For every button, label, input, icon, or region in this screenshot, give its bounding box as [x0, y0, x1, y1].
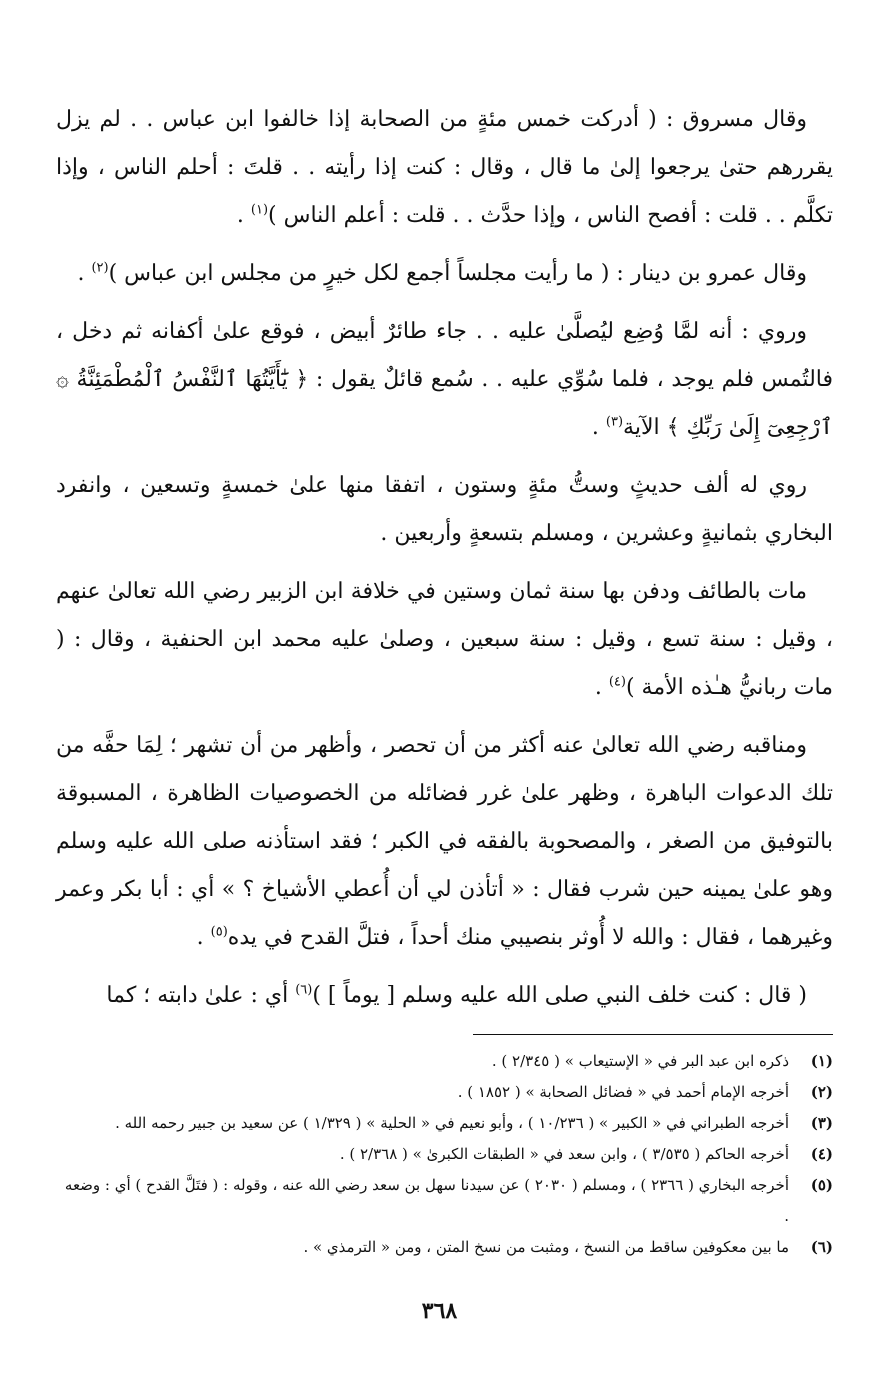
- footnote-marker[interactable]: (٢): [91, 260, 109, 276]
- footnote-marker[interactable]: (٦): [295, 982, 313, 998]
- footnote: [56, 1077, 833, 1108]
- footnote-marker[interactable]: (٣): [605, 414, 624, 430]
- footnote-text: أخرجه البخاري ( ٢٣٦٦ ) ، ومسلم ( ٢٠٣٠ ) عن سيدنا سهل بن سعد رضي الله عنه ، وقوله : ( فتَلَّ القدح ) أي : وضعه .: [64, 1176, 789, 1225]
- footnote: [56, 1170, 833, 1232]
- footnote-number: (٣): [810, 1114, 833, 1132]
- footnote-text: أخرجه الحاكم ( ٣/٥٣٥ ) ، وابن سعد في « الطبقات الكبرىٰ » ( ٢/٣٦٨ ) .: [339, 1145, 789, 1163]
- page-number: ٣٦٨: [421, 1298, 458, 1324]
- paragraph: مات بالطائف ودفن بها سنة ثمان وستين في خلافة ابن الزبير رضي الله تعالىٰ عنهم ، وقيل : سنة تسع ، وقيل : سنة سبعين ، وصلىٰ عليه محمد ابن الحنفية ، وقال : ( مات ربانيُّ هـٰذه الأمة )$^{(٤)}$ .: [56, 579, 833, 700]
- footnote: [56, 1232, 833, 1263]
- footnote-text: ذكره ابن عبد البر في « الإستيعاب » ( ٢/٣٤٥ ) .: [491, 1052, 789, 1070]
- paragraph: ( قال : كنت خلف النبي صلى الله عليه وسلم [ يوماً ] )$^{(٦)}$ أي : علىٰ دابته ؛ كما: [106, 982, 807, 1008]
- footnote-marker[interactable]: (١): [250, 202, 269, 218]
- footnote-divider: [473, 1034, 833, 1035]
- footnote-number: (٦): [810, 1238, 833, 1256]
- footnote-number: (٤): [810, 1145, 833, 1163]
- footnote: [56, 1108, 833, 1139]
- paragraph: وقال عمرو بن دينار : ( ما رأيت مجلساً أجمع لكل خيرٍ من مجلس ابن عباس )$^{(٢)}$ .: [77, 260, 807, 286]
- footnote-text: أخرجه الإمام أحمد في « فضائل الصحابة » ( ١٨٥٢ ) .: [457, 1083, 789, 1101]
- footnote-text: ما بين معكوفين ساقط من النسخ ، ومثبت من نسخ المتن ، ومن « الترمذي » .: [303, 1238, 789, 1256]
- footnote-number: (١): [810, 1052, 833, 1070]
- footnote: [56, 1139, 833, 1170]
- footnote-marker[interactable]: (٤): [608, 674, 626, 690]
- paragraph: وقال مسروق : ( أدركت خمس مئةٍ من الصحابة إذا خالفوا ابن عباس . . لم يزل يقررهم حتىٰ يرجعوا إلىٰ ما قال ، وقال : كنت إذا رأيته . . قلتَ : أحلم الناس ، وإذا تكلَّم . . قلت : أفصح الناس ، وإذا حدَّث . . قلت : أعلم الناس )$^{(١)}$ .: [56, 107, 833, 228]
- footnote-number: (٥): [810, 1176, 833, 1194]
- footnote-marker[interactable]: (٥): [210, 924, 228, 940]
- paragraph: وروي : أنه لمَّا وُضِع ليُصلَّىٰ عليه . . جاء طائرٌ أبيض ، فوقع علىٰ أكفانه ثم دخل ، فالتُمس فلم يوجد ، فلما سُوِّي عليه . . سُمع قائلٌ يقول : ﴿ يَٰٓأَيَّتُهَا ٱلنَّفْسُ ٱلْمُطْمَئِنَّةُ ۞ ٱرْجِعِىٓ إِلَىٰ رَبِّكِ ﴾ الآية$^{(٣)}$ .: [56, 319, 833, 440]
- paragraph: روي له ألف حديثٍ وستُّ مئةٍ وستون ، اتفقا منها علىٰ خمسةٍ وتسعين ، وانفرد البخاري بثمانيةٍ وعشرين ، ومسلم بتسعةٍ وأربعين .: [56, 473, 833, 546]
- footnote-number: (٢): [810, 1083, 833, 1101]
- footnote: [56, 1046, 833, 1077]
- footnotes: [56, 1046, 833, 1263]
- footnote-text: أخرجه الطبراني في « الكبير » ( ١٠/٢٣٦ ) ، وأبو نعيم في « الحلية » ( ١/٣٢٩ ) عن سعيد بن جبير رحمه الله .: [115, 1114, 789, 1132]
- paragraph: ومناقبه رضي الله تعالىٰ عنه أكثر من أن تحصر ، وأظهر من أن تشهر ؛ لِمَا حفَّه من تلك الدعوات الباهرة ، وظهر علىٰ غرر فضائله من الخصوصيات الظاهرة ، المسبوقة بالتوفيق من الصغر ، والمصحوبة بالفقه في الكبر ؛ فقد استأذنه صلى الله عليه وسلم وهو علىٰ يمينه حين شرب فقال : « أتأذن لي أن أُعطي الأشياخ ؟ » أي : أبا بكر وعمر وغيرهما ، فقال : والله لا أُوثر بنصيبي منك أحداً ، فتلَّ القدح في يده$^{(٥)}$ .: [56, 733, 833, 950]
- main-text: [56, 96, 833, 1030]
